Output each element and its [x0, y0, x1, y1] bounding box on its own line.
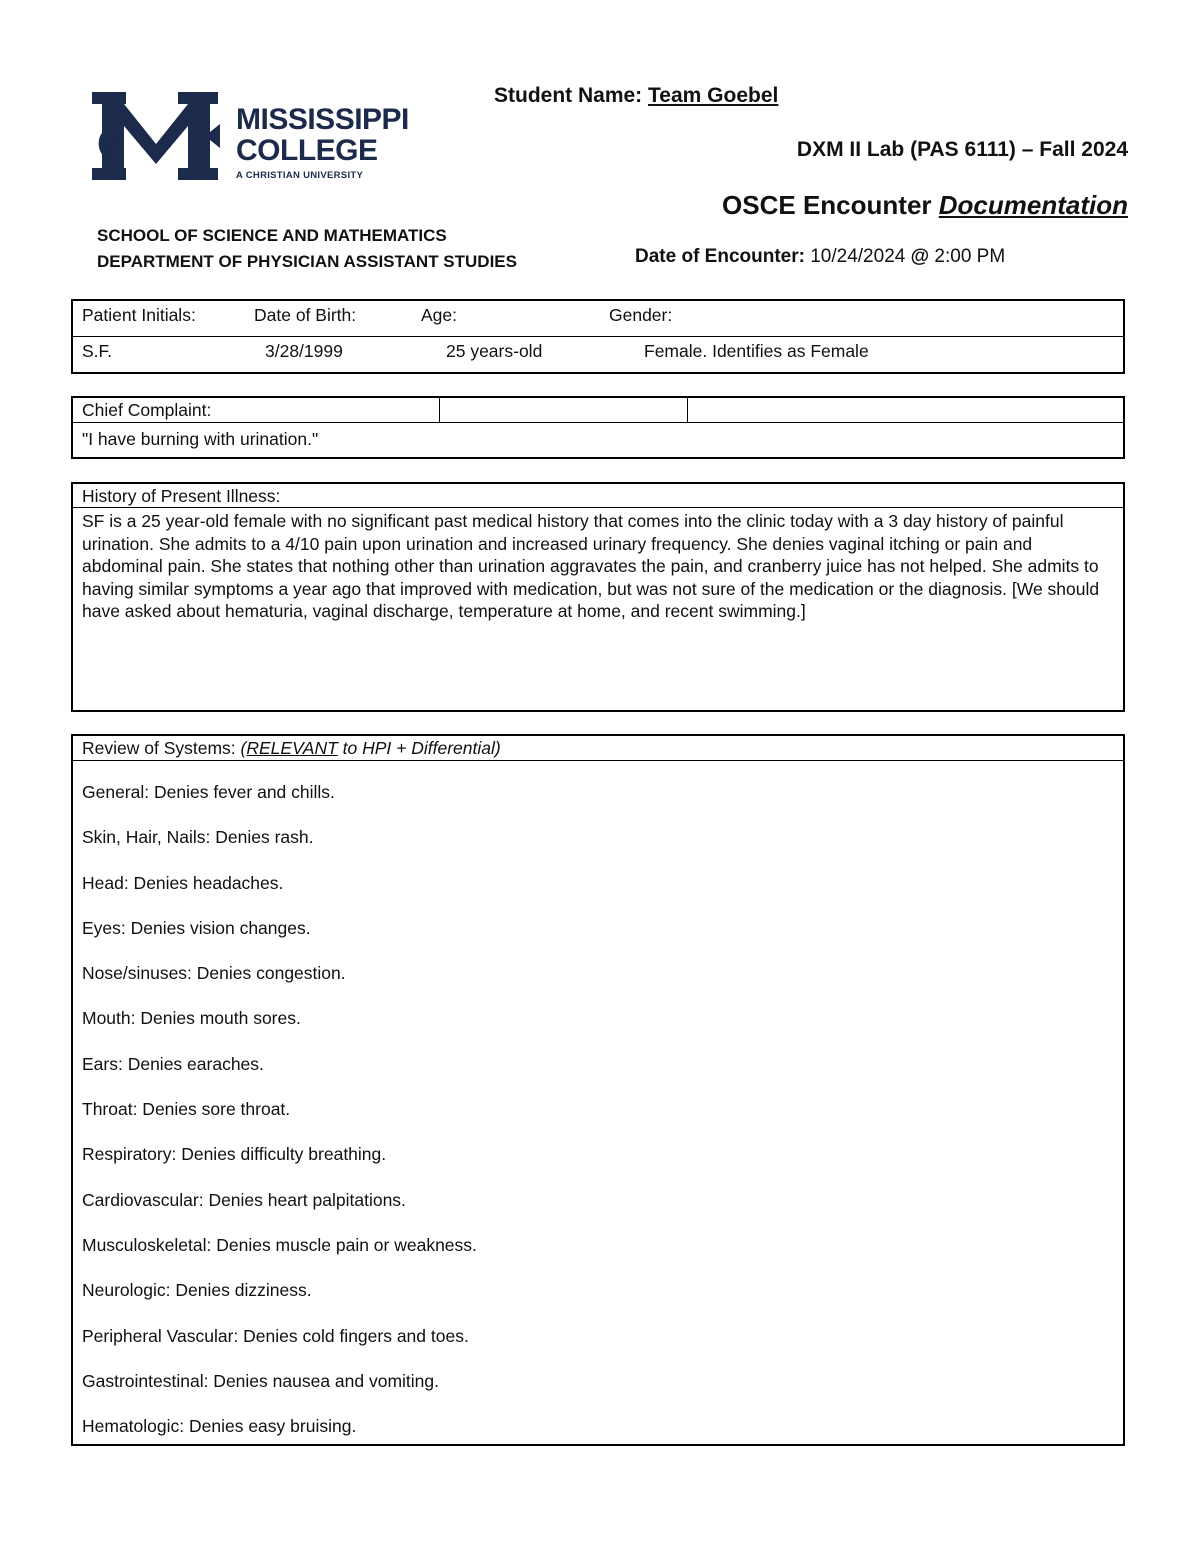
logo-wordmark [236, 104, 409, 181]
gender-value: Female. Identifies as Female [644, 341, 869, 361]
ros-header [73, 736, 1123, 761]
ros-item: Musculoskeletal: Denies muscle pain or weakness. [82, 1234, 477, 1255]
ros-item: Mouth: Denies mouth sores. [82, 1008, 301, 1029]
hpi-header: History of Present Illness: [73, 484, 1123, 508]
page-title [722, 190, 1128, 221]
ros-item: Respiratory: Denies difficulty breathing. [82, 1144, 387, 1165]
student-name-label: Student Name: [494, 84, 643, 107]
student-name [494, 84, 778, 108]
student-name-value: Team Goebel [648, 84, 779, 107]
ros-list [73, 761, 1123, 1454]
patient-info-table [71, 299, 1125, 374]
title-emphasis: Documentation [938, 190, 1128, 220]
chief-complaint-value-row [73, 423, 1123, 457]
chief-complaint-table [71, 396, 1125, 459]
school-department [97, 223, 517, 275]
ros-item: Neurologic: Denies dizziness. [82, 1280, 312, 1301]
hpi-text: SF is a 25 year-old female with no significant past medical history that comes into the clinic today with a 3 day history of painful urination. She admits to a 4/10 pain upon urination and increased urinary frequency. She denies vaginal itching or pain and abdominal pain. She states that nothing other than urination aggravates the pain, and cranberry juice has not helped. She admits to having similar symptoms a year ago that improved with medication, but was not sure of the medication or the diagnosis. [We should have asked about hematuria, vaginal discharge, temperature at home, and recent swimming.] [82, 511, 1100, 622]
dob-label: Date of Birth: [254, 305, 357, 325]
department-name: DEPARTMENT OF PHYSICIAN ASSISTANT STUDIES [97, 252, 517, 271]
ros-label: Review of Systems: [82, 738, 236, 758]
ros-item: General: Denies fever and chills. [82, 782, 335, 802]
chief-complaint-value: "I have burning with urination." [82, 429, 319, 449]
ros-item: Hematologic: Denies easy bruising. [82, 1416, 357, 1437]
course-title: DXM II Lab (PAS 6111) – Fall 2024 [796, 138, 1128, 161]
patient-initials-label: Patient Initials: [82, 305, 196, 325]
ros-qualifier-relevant: RELEVANT [246, 738, 338, 758]
ros-qualifier [241, 738, 501, 758]
logo-line-2: COLLEGE [236, 134, 378, 167]
logo-tagline: A CHRISTIAN UNIVERSITY [236, 170, 364, 181]
encounter-time-value: 2:00 PM [934, 246, 1006, 267]
column-divider [439, 398, 440, 423]
age-label: Age: [421, 305, 457, 325]
ros-item: Gastrointestinal: Denies nausea and vomiting. [82, 1370, 440, 1391]
encounter-date-label: Date of Encounter: [635, 246, 805, 267]
ros-item: Skin, Hair, Nails: Denies rash. [82, 827, 314, 848]
ros-qualifier-rest: to HPI + Differential) [337, 738, 501, 758]
encounter-at: @ [910, 246, 930, 267]
gender-label: Gender: [609, 305, 673, 325]
hpi-section [71, 482, 1125, 712]
ros-item: Peripheral Vascular: Denies cold fingers and toes. [82, 1325, 469, 1346]
patient-initials-value: S.F. [82, 341, 113, 361]
encounter-date [635, 246, 1005, 268]
ros-qualifier-open: ( [240, 738, 247, 758]
encounter-date-value: 10/24/2024 [810, 246, 906, 267]
ros-item: Nose/sinuses: Denies congestion. [82, 963, 346, 984]
logo-line-1: MISSISSIPPI [236, 103, 409, 136]
school-name: SCHOOL OF SCIENCE AND MATHEMATICS [97, 226, 447, 245]
patient-label-row [73, 301, 1123, 337]
dob-value: 3/28/1999 [265, 341, 343, 361]
ros-item: Cardiovascular: Denies heart palpitations. [82, 1189, 406, 1210]
ros-item: Eyes: Denies vision changes. [82, 917, 311, 938]
age-value: 25 years-old [446, 341, 543, 361]
ros-item: Throat: Denies sore throat. [82, 1099, 291, 1120]
column-divider [687, 398, 688, 423]
ros-item: Ears: Denies earaches. [82, 1053, 264, 1074]
chief-complaint-label: Chief Complaint: [82, 400, 212, 420]
chief-complaint-header-row [73, 398, 1123, 423]
title-main: OSCE Encounter [722, 190, 932, 220]
ros-section [71, 734, 1125, 1446]
patient-value-row [73, 337, 1123, 373]
ros-item: Head: Denies headaches. [82, 872, 284, 893]
